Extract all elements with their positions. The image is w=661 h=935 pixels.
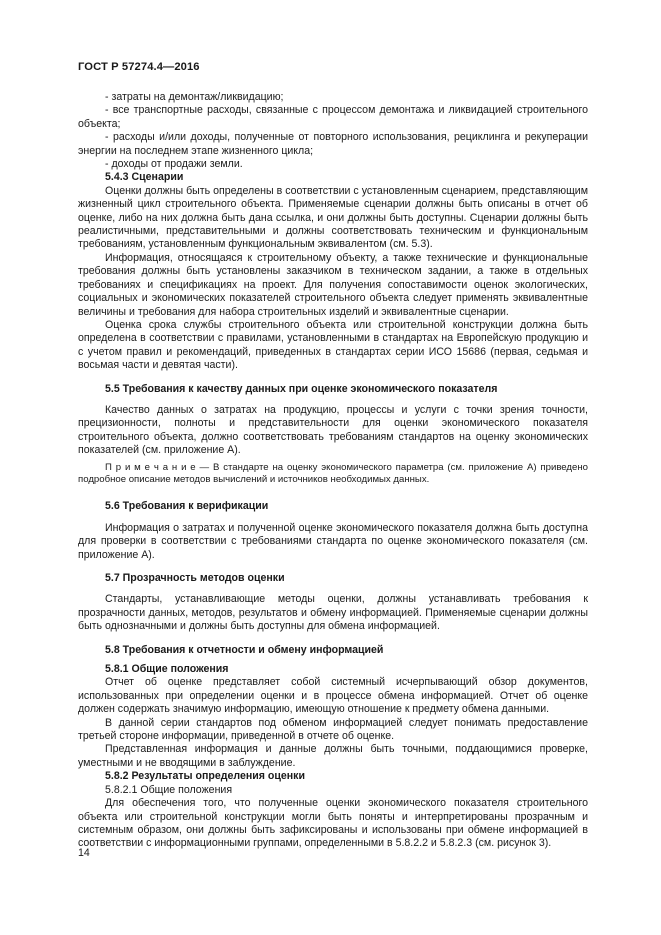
subsection-heading-5-8-2-1: 5.8.2.1 Общие положения	[105, 783, 233, 796]
paragraph: Оценки должны быть определены в соответствии с установленным сценарием, представляющим жизненный цикл строительного объекта. Применяемые сценарии должны быть описаны в отчет об оценке, либо на них должна быть дана ссылка, и они должны быть доступны. Сценарии должны быть реалистичными, представительными и должны соответствовать техническим и функциональным требованиям, установленным функциональным эквивалентом (см. 5.3).	[78, 184, 588, 251]
paragraph: Информация, относящаяся к строительному объекту, а также технические и функциональные требования должны быть установлены заказчиком в техническом задании, а также в отдельных требованиях и спецификациях на проект. Для получения сопоставимости оценок экологических, социальных и экономических показателей строительного объекта следует применять эквивалентные величины и требования для набора строительных изделий и эквивалентные сценарии.	[78, 251, 588, 318]
page-number: 14	[78, 847, 90, 859]
list-item: - затраты на демонтаж/ликвидацию;	[105, 91, 284, 103]
section-heading-5-4-3: 5.4.3 Сценарии	[105, 171, 184, 184]
section-heading-5-8-2: 5.8.2 Результаты определения оценки	[105, 770, 305, 783]
list-item: - доходы от продажи земли.	[105, 158, 243, 171]
section-heading-5-7: 5.7 Прозрачность методов оценки	[105, 572, 285, 584]
paragraph: Информация о затратах и полученной оценке экономического показателя должна быть доступна для проверки в соответствии с требованиями стандарта по оценке экономического показателя (см. приложение А).	[78, 521, 588, 561]
paragraph: Стандарты, устанавливающие методы оценки, должны устанавливать требования к прозрачности данных, методов, результатов и обмену информацией. Применяемые сценарии должны быть однозначными и должны быть доступны для обмена информацией.	[78, 593, 588, 633]
document-header: ГОСТ Р 57274.4—2016	[78, 61, 200, 73]
paragraph: Для обеспечения того, что полученные оценки экономического показателя строительного объекта или строительной конструкции могли быть поняты и интерпретированы прозрачным и системным образом, они должны быть зафиксированы и использованы при обмене информацией в соответствии с информационными группами, определенными в 5.8.2.2 и 5.8.2.3 (см. рисунок 3).	[78, 797, 588, 850]
list-item: - расходы и/или доходы, полученные от повторного использования, рециклинга и рекуперации энергии на последнем этапе жизненного цикла;	[78, 131, 588, 157]
paragraph: Качество данных о затратах на продукцию, процессы и услуги с точки зрения точности, прецизионности, полноты и представительности для оценки экономического показателя строительного объекта, должно соответствовать требованиям стандартов на оценку экономических показателей (см. приложение А).	[78, 403, 588, 457]
section-heading-5-6: 5.6 Требования к верификации	[105, 500, 269, 513]
section-heading-5-8: 5.8 Требования к отчетности и обмену информацией	[105, 643, 384, 656]
paragraph: В данной серии стандартов под обменом информацией следует понимать предоставление третьей стороне информации, приведенной в отчете об оценке.	[78, 716, 588, 743]
note-text: — В стандарте на оценку экономического параметра (см. приложение А) приведено подробное описание методов вычислений и источников необходимых данных.	[78, 461, 588, 485]
section-heading-5-5: 5.5 Требования к качеству данных при оценке экономического показателя	[105, 382, 498, 395]
section-heading-5-8-1: 5.8.1 Общие положения	[105, 663, 229, 676]
list-item: - все транспортные расходы, связанные с процессом демонтажа и ликвидацией строительного объекта;	[78, 104, 588, 130]
page-body	[78, 91, 588, 851]
paragraph: Представленная информация и данные должны быть точными, поддающимися проверке, уместными и не вводящими в заблуждение.	[78, 743, 588, 769]
paragraph: Отчет об оценке представляет собой системный исчерпывающий обзор документов, использованных при определении оценки и в процессе обмена информацией. Отчет об оценке должен содержать значимую информацию, имеющую отношение к предмету обмена данными.	[78, 676, 588, 716]
paragraph: Оценка срока службы строительного объекта или строительной конструкции должна быть определена в соответствии с правилами, установленными в стандартах на Европейскую продукцию и с учетом правил и рекомендаций, приведенных в стандартах серии ИСО 15686 (первая, седьмая и восьмая части и девятая части).	[78, 318, 588, 372]
note-label: П р и м е ч а н и е	[105, 461, 196, 473]
note	[78, 462, 588, 487]
